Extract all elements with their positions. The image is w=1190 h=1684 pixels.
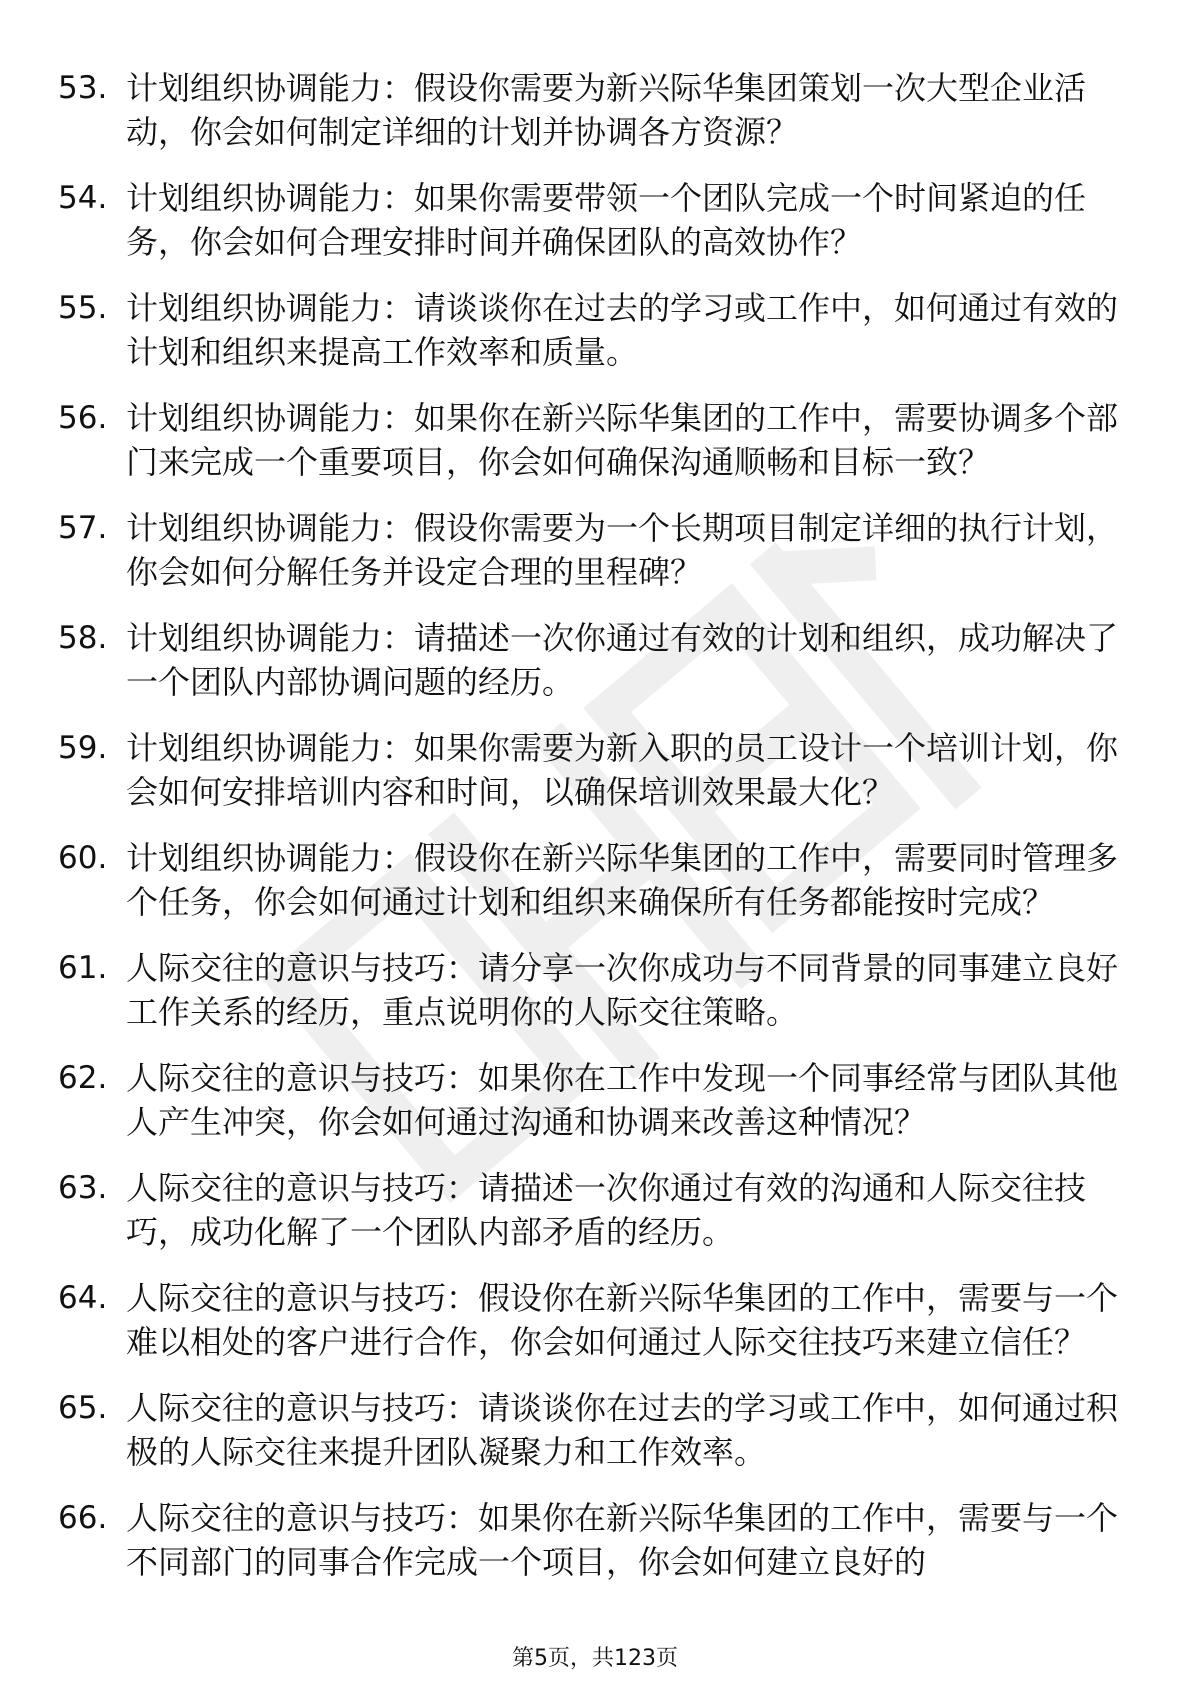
question-text: 计划组织协调能力：假设你需要为一个长期项目制定详细的执行计划，你会如何分解任务并设定合理的里程碑？	[126, 509, 1119, 591]
list-item	[58, 616, 1118, 704]
list-item	[58, 1496, 1118, 1584]
question-text: 人际交往的意识与技巧：如果你在工作中发现一个同事经常与团队其他人产生冲突，你会如何通过沟通和协调来改善这种情况？	[126, 1059, 1119, 1141]
list-item	[58, 396, 1118, 484]
question-number: 61.	[58, 950, 108, 986]
question-number: 55.	[58, 290, 108, 326]
page-footer: 第5页，共123页	[512, 1646, 678, 1671]
question-number: 53.	[58, 70, 108, 106]
question-text: 计划组织协调能力：假设你需要为新兴际华集团策划一次大型企业活动，你会如何制定详细的计划并协调各方资源？	[126, 69, 1087, 151]
question-number: 56.	[58, 400, 108, 436]
question-number: 60.	[58, 840, 108, 876]
list-item	[58, 946, 1118, 1034]
question-text: 计划组织协调能力：假设你在新兴际华集团的工作中，需要同时管理多个任务，你会如何通过计划和组织来确保所有任务都能按时完成？	[126, 839, 1119, 921]
list-item	[58, 1276, 1118, 1364]
question-list	[58, 66, 1118, 1606]
list-item	[58, 1386, 1118, 1474]
question-number: 63.	[58, 1170, 108, 1206]
list-item	[58, 836, 1118, 924]
list-item	[58, 726, 1118, 814]
question-number: 57.	[58, 510, 108, 546]
question-text: 人际交往的意识与技巧：请谈谈你在过去的学习或工作中，如何通过积极的人际交往来提升团队凝聚力和工作效率。	[126, 1389, 1119, 1471]
question-number: 62.	[58, 1060, 108, 1096]
question-number: 64.	[58, 1280, 108, 1316]
question-number: 58.	[58, 620, 108, 656]
question-number: 59.	[58, 730, 108, 766]
list-item	[58, 1056, 1118, 1144]
question-number: 66.	[58, 1500, 108, 1536]
question-text: 人际交往的意识与技巧：假设你在新兴际华集团的工作中，需要与一个难以相处的客户进行合作，你会如何通过人际交往技巧来建立信任？	[126, 1279, 1119, 1361]
question-text: 计划组织协调能力：如果你在新兴际华集团的工作中，需要协调多个部门来完成一个重要项目，你会如何确保沟通顺畅和目标一致？	[126, 399, 1119, 481]
question-number: 65.	[58, 1390, 108, 1426]
question-text: 人际交往的意识与技巧：请描述一次你通过有效的沟通和人际交往技巧，成功化解了一个团队内部矛盾的经历。	[126, 1169, 1087, 1251]
question-text: 人际交往的意识与技巧：请分享一次你成功与不同背景的同事建立良好工作关系的经历，重点说明你的人际交往策略。	[126, 949, 1119, 1031]
question-text: 计划组织协调能力：如果你需要为新入职的员工设计一个培训计划，你会如何安排培训内容和时间，以确保培训效果最大化？	[126, 729, 1119, 811]
list-item	[58, 286, 1118, 374]
question-number: 54.	[58, 180, 108, 216]
question-text: 计划组织协调能力：如果你需要带领一个团队完成一个时间紧迫的任务，你会如何合理安排时间并确保团队的高效协作？	[126, 179, 1087, 261]
list-item	[58, 176, 1118, 264]
list-item	[58, 66, 1118, 154]
question-text: 人际交往的意识与技巧：如果你在新兴际华集团的工作中，需要与一个不同部门的同事合作完成一个项目，你会如何建立良好的	[126, 1499, 1119, 1581]
question-text: 计划组织协调能力：请描述一次你通过有效的计划和组织，成功解决了一个团队内部协调问题的经历。	[126, 619, 1119, 701]
question-text: 计划组织协调能力：请谈谈你在过去的学习或工作中，如何通过有效的计划和组织来提高工作效率和质量。	[126, 289, 1119, 371]
list-item	[58, 506, 1118, 594]
list-item	[58, 1166, 1118, 1254]
